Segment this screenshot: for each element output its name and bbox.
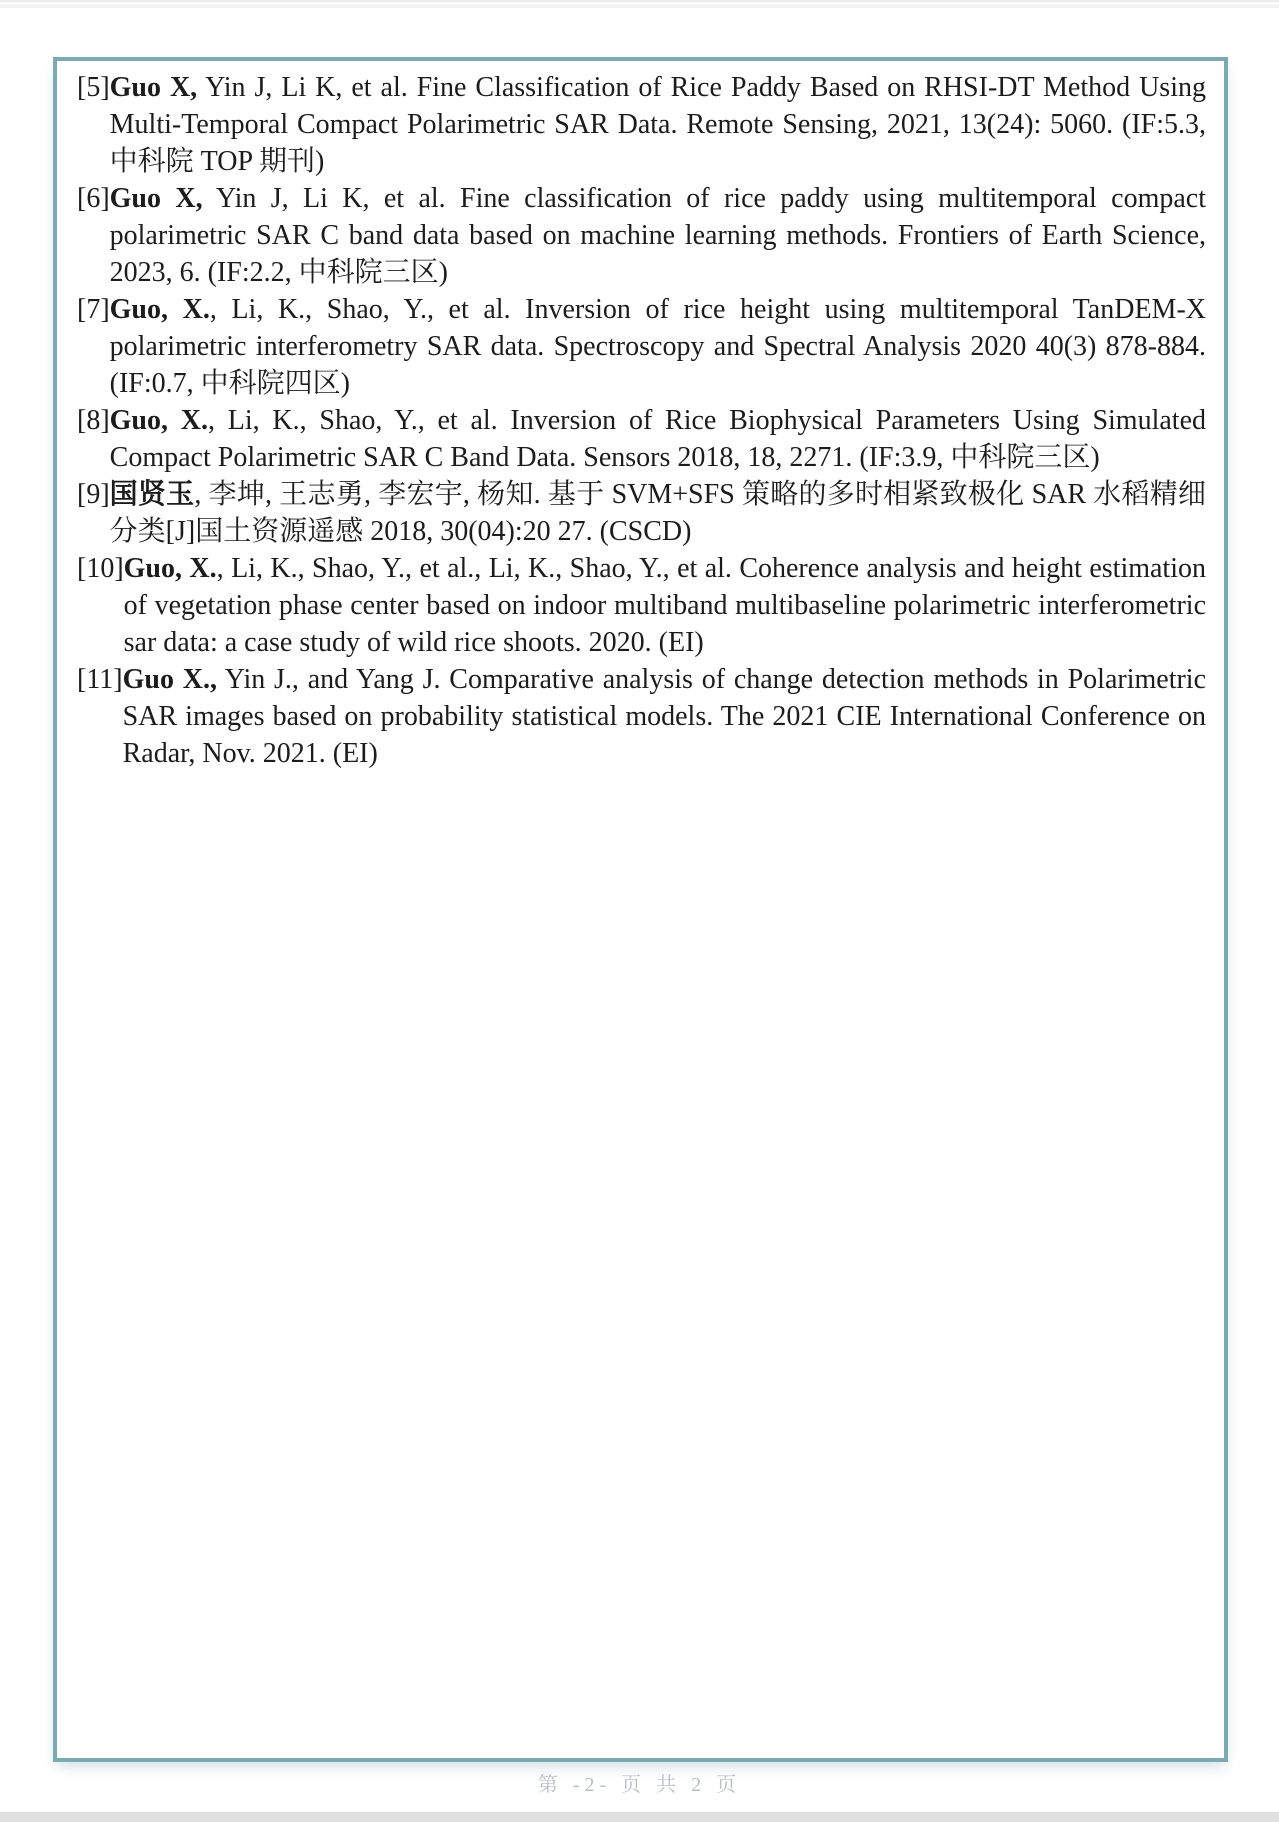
reference-citation: , Li, K., Shao, Y., et al. Inversion of rice height using multitemporal TanDEM-X polarimetric interferometry SAR data. Spectroscopy and Spectral Analysis 2020 40(3) 878-884. (IF:0.7, 中科院四区)	[109, 294, 1206, 399]
reference-item	[77, 550, 1206, 661]
reference-author: Guo, X.	[109, 294, 210, 325]
reference-text	[110, 180, 1206, 291]
reference-author: 国贤玉	[109, 479, 195, 510]
reference-text	[123, 661, 1206, 772]
page-border-frame	[53, 57, 1228, 1762]
reference-text	[110, 69, 1206, 180]
publication-list	[57, 61, 1224, 772]
reference-number: [5]	[77, 72, 110, 103]
page-number-footer: 第 -2- 页 共 2 页	[537, 1774, 742, 1796]
reference-text	[110, 476, 1206, 550]
reference-citation: Yin J, Li K, et al. Fine classification of rice paddy using multitemporal compact polarimetric SAR C band data based on machine learning methods. Frontiers of Earth Science, 2023, 6. (IF:2.2, 中科院三区)	[109, 183, 1206, 288]
reference-item	[77, 69, 1206, 180]
reference-author: Guo, X.	[109, 405, 208, 436]
reference-item	[77, 402, 1206, 476]
reference-number: [6]	[77, 183, 110, 214]
reference-item	[77, 476, 1206, 550]
reference-text	[124, 550, 1206, 661]
reference-citation: , Li, K., Shao, Y., et al. Inversion of Rice Biophysical Parameters Using Simulated Compact Polarimetric SAR C Band Data. Sensors 2018, 18, 2271. (IF:3.9, 中科院三区)	[109, 405, 1206, 473]
reference-author: Guo X,	[109, 183, 203, 214]
reference-citation: , Li, K., Shao, Y., et al., Li, K., Shao, Y., et al. Coherence analysis and height estimation of vegetation phase center based on indoor multiband multibaseline polarimetric interferometric sar data: a case study of wild rice shoots. 2020. (EI)	[123, 553, 1206, 658]
reference-text	[110, 402, 1206, 476]
reference-author: Guo X.,	[122, 664, 217, 695]
reference-number: [10]	[77, 553, 124, 584]
reference-item	[77, 661, 1206, 772]
reference-citation: Yin J., and Yang J. Comparative analysis of change detection methods in Polarimetric SAR images based on probability statistical models. The 2021 CIE International Conference on Radar, Nov. 2021. (EI)	[122, 664, 1207, 769]
reference-number: [11]	[77, 664, 123, 695]
reference-number: [8]	[77, 405, 110, 436]
reference-item	[77, 180, 1206, 291]
reference-text	[110, 291, 1206, 402]
reference-item	[77, 291, 1206, 402]
reference-citation: , 李坤, 王志勇, 李宏宇, 杨知. 基于 SVM+SFS 策略的多时相紧致极化 SAR 水稻精细分类[J]国土资源遥感 2018, 30(04):20 27. (CSCD)	[109, 479, 1206, 547]
reference-number: [9]	[77, 479, 110, 510]
reference-number: [7]	[77, 294, 110, 325]
reference-author: Guo X,	[109, 72, 198, 103]
scroll-track[interactable]	[0, 1812, 1279, 1822]
reference-author: Guo, X.	[123, 553, 217, 584]
scan-top-edge	[0, 0, 1279, 9]
reference-citation: Yin J, Li K, et al. Fine Classification of Rice Paddy Based on RHSI-DT Method Using Multi-Temporal Compact Polarimetric SAR Data. Remote Sensing, 2021, 13(24): 5060. (IF:5.3, 中科院 TOP 期刊)	[109, 72, 1206, 177]
